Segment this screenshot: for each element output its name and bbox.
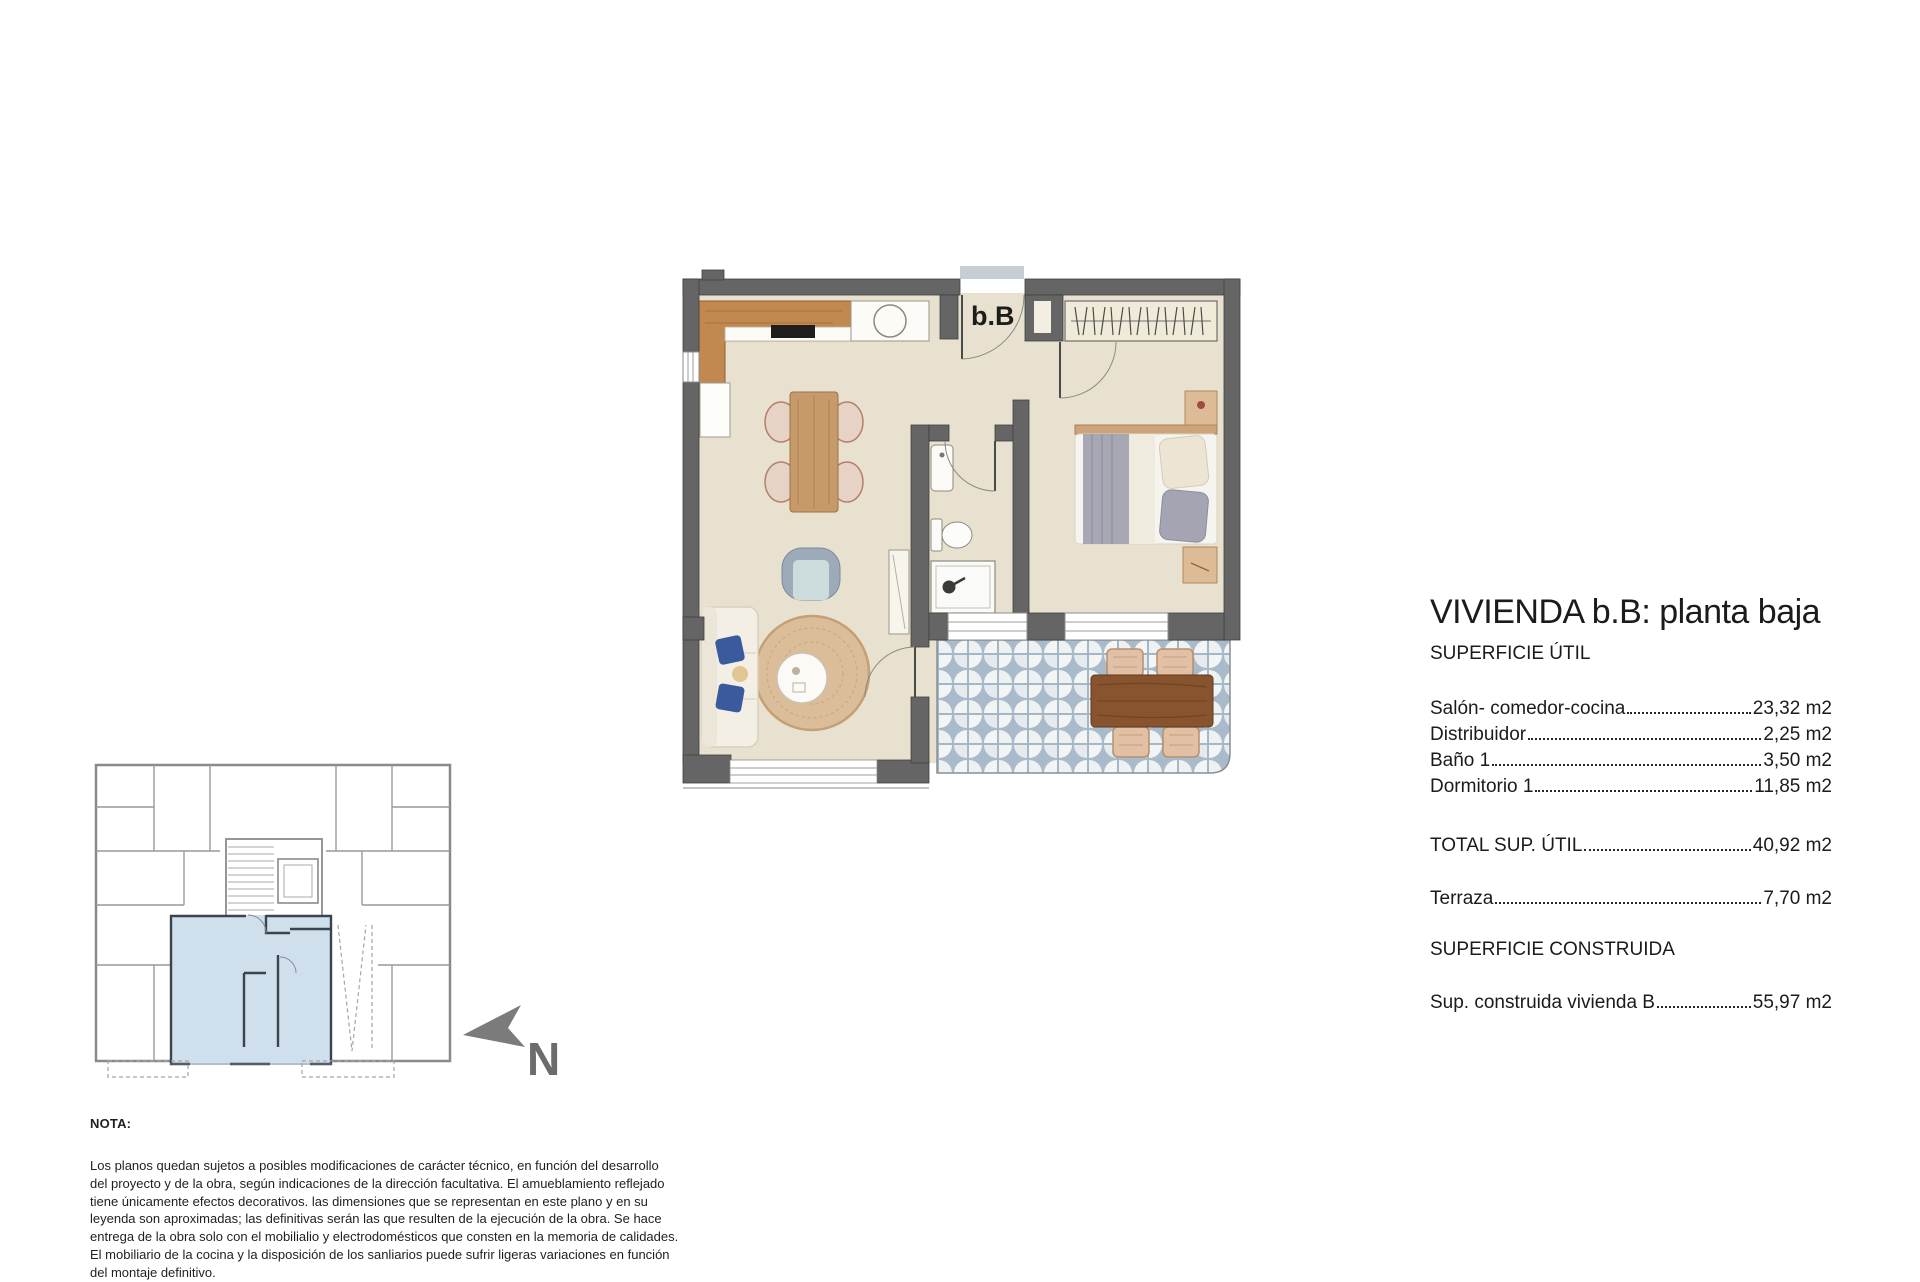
nota-block <box>90 1116 710 1282</box>
table-row <box>1430 774 1832 800</box>
nota-line: entrega de la obra solo con el mobilialio y electrodomésticos que consten en la memoria de calidades. <box>90 1229 679 1245</box>
total-row <box>1430 833 1832 859</box>
row-label: Salón- comedor-cocina <box>1430 698 1626 719</box>
key-plan-drawing <box>88 755 458 1100</box>
superficie-util-table <box>1430 696 1832 800</box>
row-label: TOTAL SUP. ÚTIL <box>1430 835 1583 856</box>
nota-line: Los planos quedan sujetos a posibles modificaciones de carácter técnico, en función del desarrollo <box>90 1158 659 1173</box>
highlighted-unit <box>170 915 332 1065</box>
nota-line: del montaje definitivo. <box>90 1264 216 1280</box>
nota-line: del proyecto y de la obra, según indicaciones de la dirección facultativa. El amueblamiento reflejado <box>90 1175 665 1191</box>
console <box>889 550 909 634</box>
north-arrow <box>455 995 585 1090</box>
plan-title: VIVIENDA b.B: planta baja <box>1430 593 1821 631</box>
table-row <box>1430 696 1832 722</box>
row-value: 11,85 m2 <box>1754 776 1832 797</box>
entry-landing <box>960 266 1024 279</box>
coffee-table <box>777 653 827 703</box>
construida-row <box>1430 990 1832 1016</box>
pillow <box>1159 435 1210 490</box>
bath-sink <box>931 445 953 491</box>
nightstand <box>1183 547 1217 583</box>
table-row <box>1430 748 1832 774</box>
row-label: Terraza <box>1430 888 1494 909</box>
dot-leader <box>1528 738 1761 740</box>
kitchen-sink <box>874 305 906 337</box>
row-label: Distribuidor <box>1430 724 1527 745</box>
table-row <box>1430 722 1832 748</box>
nota-line: tiene únicamente efectos decorativos. las dimensiones que se representan en este plano y en su <box>90 1193 648 1209</box>
stair-core <box>226 839 322 917</box>
unit-label: b.B <box>971 301 1015 331</box>
terraza-row <box>1430 886 1832 912</box>
row-label: Baño 1 <box>1430 750 1491 771</box>
row-label: Sup. construida vivienda B <box>1430 992 1655 1013</box>
superficie-construida-heading: SUPERFICIE CONSTRUIDA <box>1430 939 1675 960</box>
bed-headboard <box>1075 425 1217 434</box>
entry-closet <box>1034 301 1051 333</box>
toilet <box>942 522 972 548</box>
nota-line: El mobiliario de la cocina y la disposición de los sanliarios puede sufrir ligeras variaciones en función <box>90 1246 670 1262</box>
nota-body <box>90 1157 710 1282</box>
row-value: 3,50 m2 <box>1763 750 1832 771</box>
sofa <box>702 607 758 747</box>
fridge <box>700 383 730 437</box>
toilet-tank <box>931 519 942 551</box>
nota-heading: NOTA: <box>90 1116 132 1131</box>
dot-leader <box>1492 764 1761 766</box>
row-value: 23,32 m2 <box>1752 698 1832 719</box>
north-arrow-icon <box>463 1005 525 1047</box>
dot-leader <box>1627 712 1750 714</box>
armchair <box>782 548 840 600</box>
row-value: 55,97 m2 <box>1752 992 1832 1013</box>
nota-line: leyenda son aproximadas; las definitivas serán las que resulten de la ejecución de la obra. Se hace <box>90 1211 662 1227</box>
row-value: 7,70 m2 <box>1763 888 1832 909</box>
floor-plan <box>683 279 1240 790</box>
row-value: 2,25 m2 <box>1763 724 1832 745</box>
north-label: N <box>527 1033 561 1085</box>
dot-leader <box>1495 902 1761 904</box>
superficie-util-heading: SUPERFICIE ÚTIL <box>1430 643 1591 664</box>
key-plan <box>88 755 458 1100</box>
floor-plan-drawing <box>683 279 1240 790</box>
row-label: Dormitorio 1 <box>1430 776 1534 797</box>
dot-leader <box>1657 1006 1751 1008</box>
info-panel <box>1430 592 1832 1016</box>
shower <box>931 561 995 613</box>
cooktop <box>771 325 815 338</box>
pillow <box>1159 489 1209 543</box>
dot-leader <box>1535 790 1752 792</box>
dot-leader <box>1584 849 1750 851</box>
row-value: 40,92 m2 <box>1752 835 1832 856</box>
